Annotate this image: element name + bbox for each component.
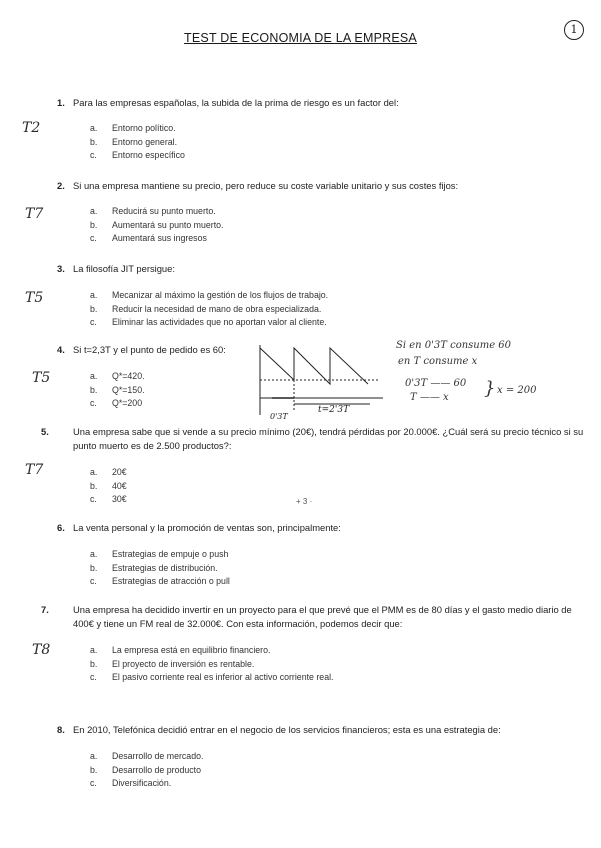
option-b[interactable] xyxy=(90,219,224,233)
question-6 xyxy=(57,521,577,535)
options-list xyxy=(90,289,328,330)
option-letter: c. xyxy=(90,150,97,160)
option-a[interactable] xyxy=(90,370,145,384)
question-text: Para las empresas españolas, la subida de la prima de riesgo es un factor del: xyxy=(73,97,399,108)
option-b[interactable] xyxy=(90,136,185,150)
option-b[interactable] xyxy=(90,303,328,317)
options-list xyxy=(90,548,230,589)
option-a[interactable] xyxy=(90,205,224,219)
option-a[interactable] xyxy=(90,466,127,480)
inventory-sawtooth xyxy=(260,348,368,384)
handwritten-note-line3: 0'3T —— 60 xyxy=(405,378,467,389)
option-letter: a. xyxy=(90,371,98,381)
option-text: Diversificación. xyxy=(112,778,172,788)
option-text: El proyecto de inversión es rentable. xyxy=(112,658,255,669)
question-text: Si una empresa mantiene su precio, pero reduce su coste variable unitario y sus costes fijos: xyxy=(73,180,459,191)
question-4 xyxy=(57,343,257,357)
handwritten-note-line1: Si en 0'3T consume 60 xyxy=(396,340,512,351)
question-text: Una empresa ha decidido invertir en un proyecto para el que prevé que el PMM es de 80 días y el gasto medio diario de 400€ y tiene un FM real de 32.000€. Con esta información, podemos decir que: xyxy=(73,604,572,629)
option-text: Q*=420. xyxy=(112,371,145,381)
question-7 xyxy=(41,603,593,631)
option-text: Estrategias de distribución. xyxy=(112,562,218,573)
option-c[interactable] xyxy=(90,671,334,685)
question-number: 3. xyxy=(57,263,65,274)
option-text: La empresa está en equilibrio financiero. xyxy=(112,645,271,655)
option-text: Reducirá su punto muerto. xyxy=(112,206,216,216)
option-letter: b. xyxy=(90,219,98,230)
option-text: Q*=150. xyxy=(112,384,145,395)
handwritten-mark: T5 xyxy=(25,290,44,306)
option-letter: c. xyxy=(90,398,97,408)
option-b[interactable] xyxy=(90,658,334,672)
question-text: La venta personal y la promoción de ventas son, principalmente: xyxy=(73,522,341,533)
question-3 xyxy=(57,262,577,276)
stray-mark: + 3 · xyxy=(296,497,313,506)
option-c[interactable] xyxy=(90,149,185,163)
question-1 xyxy=(57,96,577,110)
question-number: 2. xyxy=(57,180,65,191)
option-letter: b. xyxy=(90,658,98,669)
question-text: Si t=2,3T y el punto de pedido es 60: xyxy=(73,344,226,355)
option-a[interactable] xyxy=(90,289,328,303)
question-number: 8. xyxy=(57,724,65,735)
option-letter: a. xyxy=(90,123,98,133)
option-letter: b. xyxy=(90,384,98,395)
handwritten-mark: T8 xyxy=(32,642,51,658)
question-number: 6. xyxy=(57,522,65,533)
option-b[interactable] xyxy=(90,384,145,398)
handwritten-note-line4: T —— x xyxy=(410,392,449,403)
option-b[interactable] xyxy=(90,764,203,778)
option-letter: a. xyxy=(90,549,98,559)
options-list xyxy=(90,750,203,791)
option-text: Reducir la necesidad de mano de obra especializada. xyxy=(112,303,322,314)
handwritten-mark: T2 xyxy=(22,120,41,136)
option-text: Aumentará su punto muerto. xyxy=(112,219,224,230)
question-text: En 2010, Telefónica decidió entrar en el negocio de los servicios financieros; esta es una estrategia de: xyxy=(73,724,501,735)
option-text: Mecanizar al máximo la gestión de los flujos de trabajo. xyxy=(112,290,329,300)
handwritten-mark: T5 xyxy=(32,370,51,386)
option-letter: a. xyxy=(90,645,98,655)
option-c[interactable] xyxy=(90,397,145,411)
option-a[interactable] xyxy=(90,750,203,764)
options-list xyxy=(90,205,224,246)
option-letter: a. xyxy=(90,467,98,477)
page-title: TEST DE ECONOMIA DE LA EMPRESA xyxy=(184,31,417,45)
question-number: 7. xyxy=(41,604,49,615)
option-text: Estrategias de empuje o push xyxy=(112,549,229,559)
question-8 xyxy=(57,723,577,737)
option-letter: c. xyxy=(90,233,97,243)
option-b[interactable] xyxy=(90,480,127,494)
option-text: Aumentará sus ingresos xyxy=(112,233,207,243)
brace-symbol: } xyxy=(484,378,496,399)
option-b[interactable] xyxy=(90,562,230,576)
handwritten-note-result: x = 200 xyxy=(497,385,537,396)
option-letter: c. xyxy=(90,672,97,682)
option-text: El pasivo corriente real es inferior al activo corriente real. xyxy=(112,672,334,682)
option-letter: c. xyxy=(90,317,97,327)
option-text: Q*=200 xyxy=(112,398,143,408)
option-letter: c. xyxy=(90,778,97,788)
option-text: 20€ xyxy=(112,467,127,477)
option-a[interactable] xyxy=(90,644,334,658)
option-letter: c. xyxy=(90,576,97,586)
option-letter: a. xyxy=(90,290,98,300)
question-number: 1. xyxy=(57,97,65,108)
options-list xyxy=(90,466,127,507)
options-list xyxy=(90,122,185,163)
option-letter: b. xyxy=(90,764,98,775)
option-text: Entorno político. xyxy=(112,123,176,133)
options-list xyxy=(90,644,334,685)
inventory-diagram xyxy=(258,340,388,420)
option-letter: a. xyxy=(90,206,98,216)
handwritten-note-line2: en T consume x xyxy=(398,356,478,367)
option-text: 30€ xyxy=(112,494,127,504)
diagram-lead-label: 0'3T xyxy=(270,412,288,420)
option-a[interactable] xyxy=(90,548,230,562)
option-letter: b. xyxy=(90,136,98,147)
question-number: 5. xyxy=(41,426,49,437)
question-text: La filosofía JIT persigue: xyxy=(73,263,175,274)
option-c[interactable] xyxy=(90,493,127,507)
option-text: Estrategias de atracción o pull xyxy=(112,576,230,586)
question-text: Una empresa sabe que si vende a su precio mínimo (20€), tendrá pérdidas por 20.000€. ¿Cuál será su precio técnico si su punto muerto es de 2.500 productos?: xyxy=(73,426,584,451)
option-text: Desarrollo de mercado. xyxy=(112,751,204,761)
question-5 xyxy=(41,425,593,453)
option-text: Desarrollo de producto xyxy=(112,764,201,775)
option-c[interactable] xyxy=(90,316,328,330)
handwritten-mark: T7 xyxy=(25,206,44,222)
option-letter: b. xyxy=(90,303,98,314)
option-text: 40€ xyxy=(112,480,127,491)
handwritten-mark: T7 xyxy=(25,462,44,478)
question-2 xyxy=(57,179,577,193)
page-number-badge: 1 xyxy=(564,20,584,40)
option-letter: a. xyxy=(90,751,98,761)
option-text: Eliminar las actividades que no aportan valor al cliente. xyxy=(112,317,327,327)
option-letter: b. xyxy=(90,480,98,491)
options-list xyxy=(90,370,145,411)
option-letter: b. xyxy=(90,562,98,573)
option-text: Entorno general. xyxy=(112,136,178,147)
option-letter: c. xyxy=(90,494,97,504)
option-c[interactable] xyxy=(90,777,203,791)
question-number: 4. xyxy=(57,344,65,355)
option-c[interactable] xyxy=(90,575,230,589)
option-c[interactable] xyxy=(90,232,224,246)
option-text: Entorno específico xyxy=(112,150,185,160)
option-a[interactable] xyxy=(90,122,185,136)
diagram-t-label: t=2'3T xyxy=(318,405,350,415)
